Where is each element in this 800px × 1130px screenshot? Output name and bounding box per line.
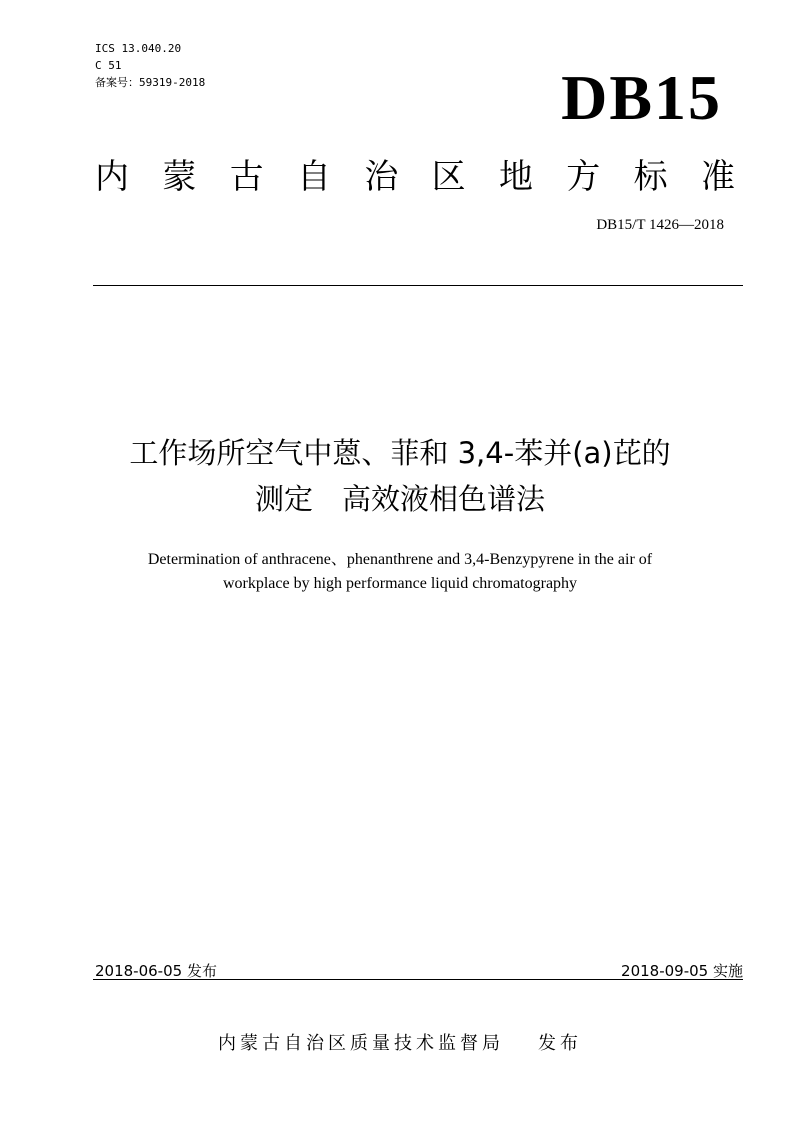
bottom-divider (93, 979, 743, 980)
issuing-authority-name: 内蒙古自治区质量技术监督局 (218, 1033, 504, 1054)
chinese-title (40, 430, 760, 522)
standard-type-char: 准 (700, 157, 735, 197)
chinese-title-line-1: 工作场所空气中蒽、菲和 3,4-苯并(a)芘的 (129, 436, 671, 470)
implementation-date: 2018-09-05 实施 (621, 962, 743, 980)
standard-type-char: 自 (296, 157, 331, 197)
chinese-title-line-2: 测定 高效液相色谱法 (254, 482, 545, 516)
classification-codes (95, 40, 205, 91)
top-divider (93, 285, 743, 286)
standard-type-char: 标 (633, 157, 668, 197)
standard-code-logo: DB15 (561, 62, 722, 133)
standard-type-char: 方 (566, 157, 601, 197)
issue-date: 2018-06-05 发布 (95, 962, 217, 980)
english-title-line-1: Determination of anthracene、phenanthrene and 3,4-Benzypyrene in the air of (147, 551, 653, 568)
english-title (60, 548, 740, 596)
standard-type-char: 地 (498, 157, 533, 197)
ccs-code: C 51 (95, 59, 122, 72)
ics-code: ICS 13.040.20 (95, 42, 182, 55)
record-number: 备案号：59319-2018 (95, 76, 206, 89)
standard-type-char: 内 (95, 157, 129, 197)
issuing-action: 发布 (538, 1033, 582, 1054)
english-title-line-2: workplace by high performance liquid chromatography (222, 575, 578, 592)
standard-type-char: 治 (364, 157, 399, 197)
standard-type-char: 蒙 (162, 157, 197, 197)
standard-type-heading (95, 154, 735, 200)
issuing-authority (40, 1029, 760, 1055)
standard-type-char: 区 (431, 157, 466, 197)
standard-number: DB15/T 1426—2018 (596, 217, 724, 233)
standard-type-char: 古 (229, 157, 264, 197)
